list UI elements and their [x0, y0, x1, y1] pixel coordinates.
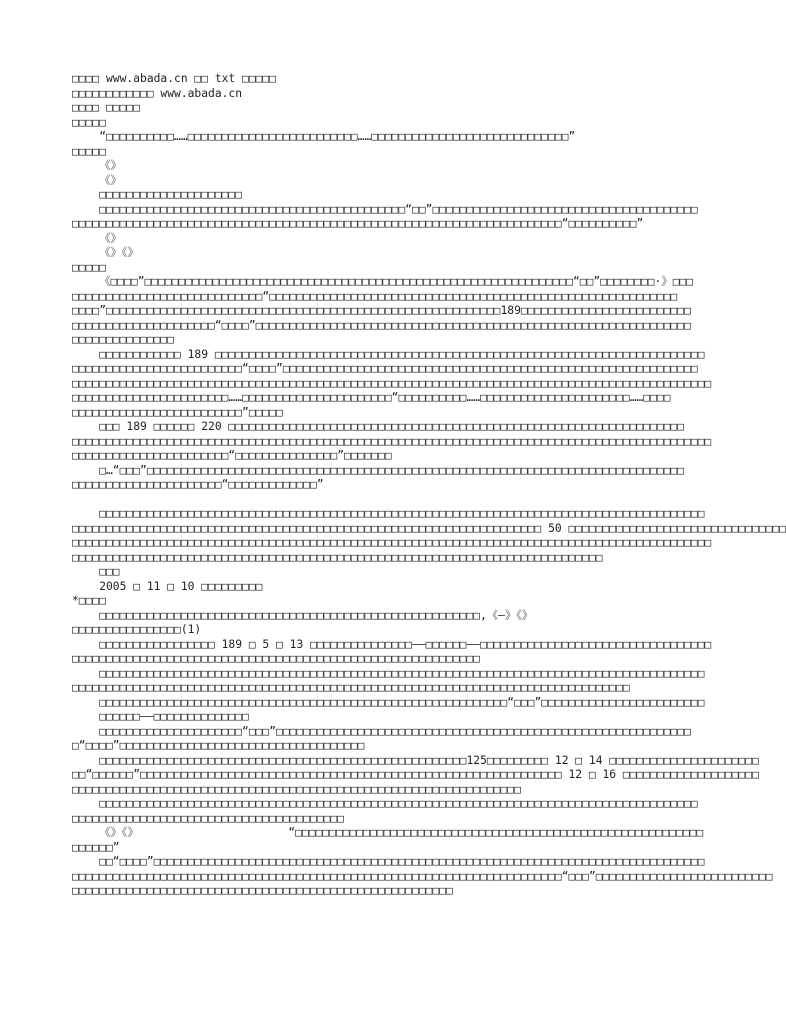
- text-line: [72, 493, 708, 508]
- text-line: □□□□□□□□□□□□□□□□□□□□□□□□□□□□“□□□□□□□□□□□□□□□□□□□□□□□□□□□□□□□□□□□□□□□□□□□□□□□□□□□□□□□□□□□□: [72, 289, 678, 303]
- text-line: 《》《》 “□□□□□□□□□□□□□□□□□□□□□□□□□□□□□□□□□□□□□□□□□□□□□□□□□□□□□□□□□□□□: [72, 826, 704, 839]
- text-line: □□□□□□”: [72, 840, 120, 854]
- text-line: □□□: [72, 565, 120, 578]
- text-line: □□□□□□□□□□□□□□□□□□□□□□□□□□□□□□□□□□□□□□□□□□□□□□□□□□□□□□□□□□□□□□□□□□□□□□□□□□□□□□□□□□□□□□□□□□□□□□: [72, 376, 712, 390]
- text-line: □□“□□□□”□□□□□□□□□□□□□□□□□□□□□□□□□□□□□□□□□□□□□□□□□□□□□□□□□□□□□□□□□□□□□□□□□□□□□□□□□□□□□□□□□: [72, 855, 705, 868]
- text-line: 2005 □ 11 □ 10 □□□□□□□□□: [72, 579, 263, 593]
- text-line: □□□□ www.abada.cn □□ txt □□□□□: [72, 72, 277, 85]
- text-line: □□□□□□□□□□□□ 189 □□□□□□□□□□□□□□□□□□□□□□□□□□□□□□□□□□□□□□□□□□□□□□□□□□□□□□□□□□□□□□□□□□□□□□□□: [72, 347, 705, 361]
- text-line: □□□□□□□□□□□□□□□□□□□□□: [72, 188, 243, 201]
- text-line: 《》《》: [72, 246, 139, 259]
- text-line: □□□□□□□□□□□□□□□□□□□□□□□……□□□□□□□□□□□□□□□□□□□□□□“□□□□□□□□□□……□□□□□□□□□□□□□□□□□□□□□□……□□□□: [72, 391, 671, 404]
- text-line: □…“□□□”□□□□□□□□□□□□□□□□□□□□□□□□□□□□□□□□□□□□□□□□□□□□□□□□□□□□□□□□□□□□□□□□□□□□□□□□□□□□□□□: [72, 463, 685, 477]
- text-line: *□□□□: [72, 594, 107, 607]
- text-line: “□□□□□□□□□□……□□□□□□□□□□□□□□□□□□□□□□□□□……□□□□□□□□□□□□□□□□□□□□□□□□□□□□□”: [72, 130, 576, 143]
- text-line: □□□□□: [72, 115, 107, 129]
- text-line: □□□□ □□□□□: [72, 101, 141, 114]
- text-line: □“□□□□”□□□□□□□□□□□□□□□□□□□□□□□□□□□□□□□□□□□□: [72, 739, 365, 752]
- text-line: □□□□□□□□□□□□□□□□□□□□□□□□□□□□□□□□□□□□□□□□□□□□□□□□□□□□□□□□,《—》《》: [72, 608, 534, 622]
- text-line: □□□□□□□□□□□□□□□□□□□□□□□□□□□□□□□□□□□□□□□□□□□□□□□□□□□□□□□□□□□□□□□□□□□□□□□□□□□□□□□□□□□□□□□□□□□□□□: [72, 536, 712, 549]
- text-line: □□□□□□□□□□□□□□□□□□□□□□□□□□□□□□□□□□□□□□□□□□□□□□□□□□□□□□□□□□□□“□□□”□□□□□□□□□□□□□□□□□□□□□□□□: [72, 695, 705, 709]
- text-line: □□□□□□□□□□□□□□□□□□□□□□□□□□□□□□□□□□□□□□□□□□□□□□□□□□□□□□□□□□□□□□□□□□: [72, 782, 521, 796]
- text-line: □□□□□□□□□□□□□□□□□□□□□□□□□□□□□□□□□□□□□□□□□□□□□□□□□□□□□□□□□□□□□□□□□□□□□ 50 □□□□□□□□□□□□□□□□□□□□□□□□□□□□□□□□: [72, 521, 786, 535]
- text-line: □□□□□□□□□□□□□□□□□□□□□□□□□□□□□□□□□□□□□□□□□□□□□□□□□□□□□□□□□□□□□□□□□□□□□□□□“□□□□□□□□□□”: [72, 217, 644, 230]
- text-line: □□□□□□——□□□□□□□□□□□□□□: [72, 710, 249, 723]
- text-line: □□“□□□□□□”□□□□□□□□□□□□□□□□□□□□□□□□□□□□□□□□□□□□□□□□□□□□□□□□□□□□□□□□□□□□□□ 12 □ 16 □□□□□□□□□□□□□□□□□□□□: [72, 768, 759, 781]
- text-line: □□□□□□□□□□□□□□□: [72, 333, 175, 346]
- text-line: □□□□□□□□□□□□□□□□□□□□□□□“□□□□□□□□□□□□□□□”□□□□□□□: [72, 449, 392, 462]
- text-line: 《》: [72, 159, 122, 172]
- text-line: □□□□□□□□□□□□□□□□□□□□□□□□□□□□□□□□□□□□□□□□□□□□□□□□□□□□□□□□□□□□□□□□□□□□□□□□□□□□□□: [72, 550, 603, 564]
- text-line: □□□□□□□□□□□□□□□□□□□□□“□□□□”□□□□□□□□□□□□□□□□□□□□□□□□□□□□□□□□□□□□□□□□□□□□□□□□□□□□□□□□□□□□□□□□: [72, 318, 691, 332]
- text-line: □□□□□□□□□□□□□□□□□ 189 □ 5 □ 13 □□□□□□□□□□□□□□□——□□□□□□——□□□□□□□□□□□□□□□□□□□□□□□□□□□□□□□□□□: [72, 637, 712, 651]
- text-line: 《》: [72, 231, 122, 245]
- text-line: □□□□□: [72, 144, 107, 158]
- text-line: □□□□□□□□□□□□□□□□□□□□□□□□□□□□□□□□□□□□□□□□□□□□□□□□□□□□□□125□□□□□□□□□ 12 □ 14 □□□□□□□□□□□□□□□□□□□□□□: [72, 753, 759, 767]
- text-line: □□□□□□□□□□□□□□□□□□□□□□□□□□□□□□□□□□□□□□□□: [72, 811, 345, 825]
- text-line: □□□□□□□□□□□□□□□□□□□□□□□□□□□□□□□□□□□□□□□□□□□□□□□□□□□□□□□□□□□□□□□□□□□□□□□□□□□□□□□□□□: [72, 681, 630, 694]
- text-line: □□□□□□□□□□□□□□□□□□□□□□“□□□□□□□□□□□□□”: [72, 478, 324, 491]
- text-line: □□□□□□□□□□□□□□□□□□□□□□□□□□□□□□□□□□□□□□□□□□□□□□□□□□□□□□□□□□□□□□□□□□□□□□□□□□□□□□□□□□□□□□□□□: [72, 666, 705, 680]
- text-line: □□□□□□□□□□□□□□□□□□□□□□□□□□□□□□□□□□□□□□□□□□□□□□□□□□□□□□□□□□□□□□□□□□□□□□□□□□□□□□□□□□□□□□□□□□□□□□: [72, 434, 712, 448]
- text-line: □□□□□□□□□□□□□□□□□□□□□□□□□□□□□□□□□□□□□□□□□□□□□□□□□□□□□□□□□□□□□□□□□□□□□□□□□□□□□□□□□□□□□□□□: [72, 797, 698, 810]
- text-line: □□□□□□□□□□□□□□□□□□□□□□□□□□□□□□□□□□□□□□□□□□□□□□□□□□□□□□□□□□□□□□□□□□□□□□□□□□□□□□□□□□□□□□□□□: [72, 507, 705, 520]
- text-line: □□□□□□□□□□□□ www.abada.cn: [72, 86, 243, 100]
- text-line: □□□□□: [72, 260, 107, 274]
- text-line: □□□ 189 □□□□□□ 220 □□□□□□□□□□□□□□□□□□□□□□□□□□□□□□□□□□□□□□□□□□□□□□□□□□□□□□□□□□□□□□□□□□□: [72, 420, 685, 433]
- text-line: □□□□□□□□□□□□□□□□(1): [72, 623, 202, 636]
- text-line: □□□□□□□□□□□□□□□□□□□□□□□□□”□□□□□: [72, 405, 283, 419]
- text-line: □□□□□□□□□□□□□□□□□□□□□“□□□”□□□□□□□□□□□□□□□□□□□□□□□□□□□□□□□□□□□□□□□□□□□□□□□□□□□□□□□□□□□□□: [72, 724, 691, 738]
- text-line: 《》: [72, 173, 122, 187]
- text-line: □□□□□□□□□□□□□□□□□□□□□□□□□□□□□□□□□□□□□□□□□□□□□□□□□□□□□□□□□□□□□□□□□□□□□□□□“□□□”□□□□□□□□□□□□□□□□□□□□□□□□□□: [72, 869, 773, 883]
- text-line: 《□□□□”□□□□□□□□□□□□□□□□□□□□□□□□□□□□□□□□□□□□□□□□□□□□□□□□□□□□□□□□□□□□□□□“□□”□□□□□□□□·》□□□: [72, 275, 694, 288]
- text-line: □□□□□□□□□□□□□□□□□□□□□□□□□“□□□□”□□□□□□□□□□□□□□□□□□□□□□□□□□□□□□□□□□□□□□□□□□□□□□□□□□□□□□□□□□□□□: [72, 362, 698, 375]
- text-line: □□□□”□□□□□□□□□□□□□□□□□□□□□□□□□□□□□□□□□□□□□□□□□□□□□□□□□□□□□□□□□□189□□□□□□□□□□□□□□□□□□□□□□□□□: [72, 304, 691, 317]
- text-line: □□□□□□□□□□□□□□□□□□□□□□□□□□□□□□□□□□□□□□□□□□□□□“□□”□□□□□□□□□□□□□□□□□□□□□□□□□□□□□□□□□□□□□□□: [72, 202, 698, 216]
- text-line: □□□□□□□□□□□□□□□□□□□□□□□□□□□□□□□□□□□□□□□□□□□□□□□□□□□□□□□□□□□□: [72, 652, 481, 665]
- text-line: □□□□□□□□□□□□□□□□□□□□□□□□□□□□□□□□□□□□□□□□□□□□□□□□□□□□□□□□: [72, 884, 453, 897]
